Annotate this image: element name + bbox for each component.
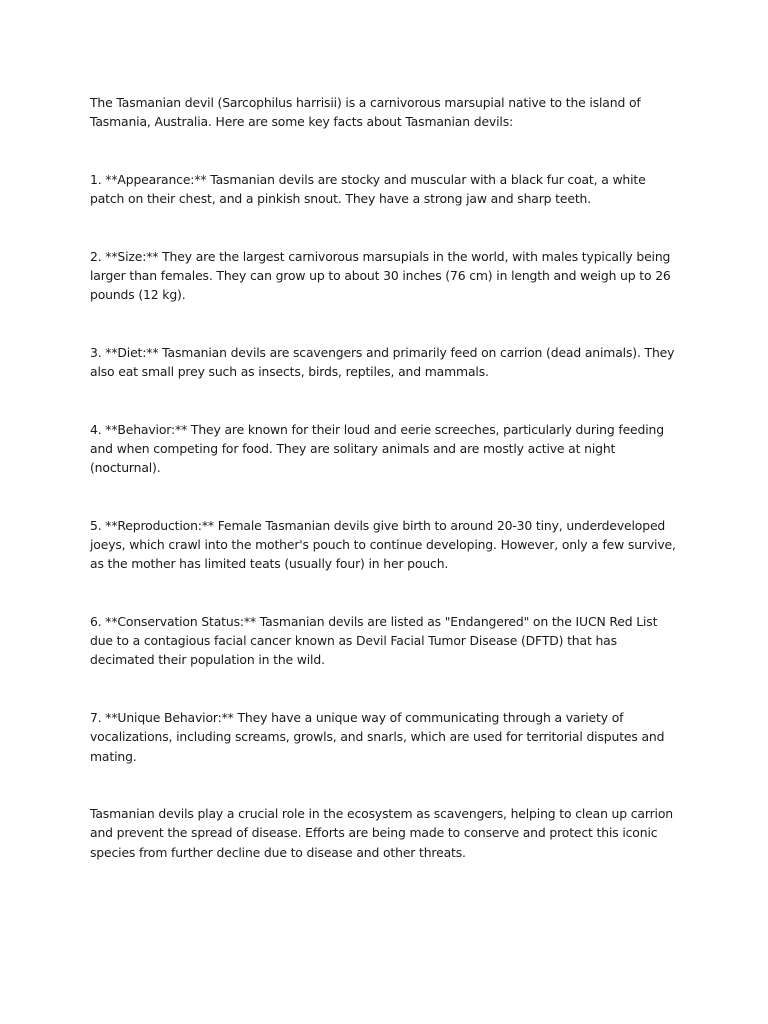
intro-paragraph: The Tasmanian devil (Sarcophilus harrisii) is a carnivorous marsupial native to the island of Tasmania, Australia. Here are some key facts about Tasmanian devils: bbox=[90, 95, 641, 130]
fact-behavior: 4. **Behavior:** They are known for their loud and eerie screeches, particularly during feeding and when competing for food. They are solitary animals and are mostly active at night (nocturnal). bbox=[90, 421, 664, 476]
fact-size: 2. **Size:** They are the largest carnivorous marsupials in the world, with males typically being larger than females. They can grow up to about 30 inches (76 cm) in length and weigh up to 26 pounds (12 kg). bbox=[90, 248, 671, 303]
fact-reproduction: 5. **Reproduction:** Female Tasmanian devils give birth to around 20-30 tiny, underdeveloped joeys, which crawl into the mother's pouch to continue developing. However, only a few survive, as the mother has limited teats (usually four) in her pouch. bbox=[90, 517, 676, 572]
fact-appearance: 1. **Appearance:** Tasmanian devils are stocky and muscular with a black fur coat, a white patch on their chest, and a pinkish snout. They have a strong jaw and sharp teeth. bbox=[90, 171, 646, 207]
fact-diet: 3. **Diet:** Tasmanian devils are scavengers and primarily feed on carrion (dead animals). They also eat small prey such as insects, birds, reptiles, and mammals. bbox=[90, 344, 675, 380]
fact-unique-behavior: 7. **Unique Behavior:** They have a unique way of communicating through a variety of vocalizations, including screams, growls, and snarls, which are used for territorial disputes and mating. bbox=[90, 710, 665, 764]
document-body bbox=[90, 93, 680, 900]
fact-conservation-status: 6. **Conservation Status:** Tasmanian devils are listed as "Endangered" on the IUCN Red List due to a contagious facial cancer known as Devil Facial Tumor Disease (DFTD) that has decimated their population in the wild. bbox=[90, 614, 658, 668]
conclusion-paragraph: Tasmanian devils play a crucial role in the ecosystem as scavengers, helping to clean up carrion and prevent the spread of disease. Efforts are being made to conserve and protect this iconic species from further decline due to disease and other threats. bbox=[90, 806, 673, 860]
